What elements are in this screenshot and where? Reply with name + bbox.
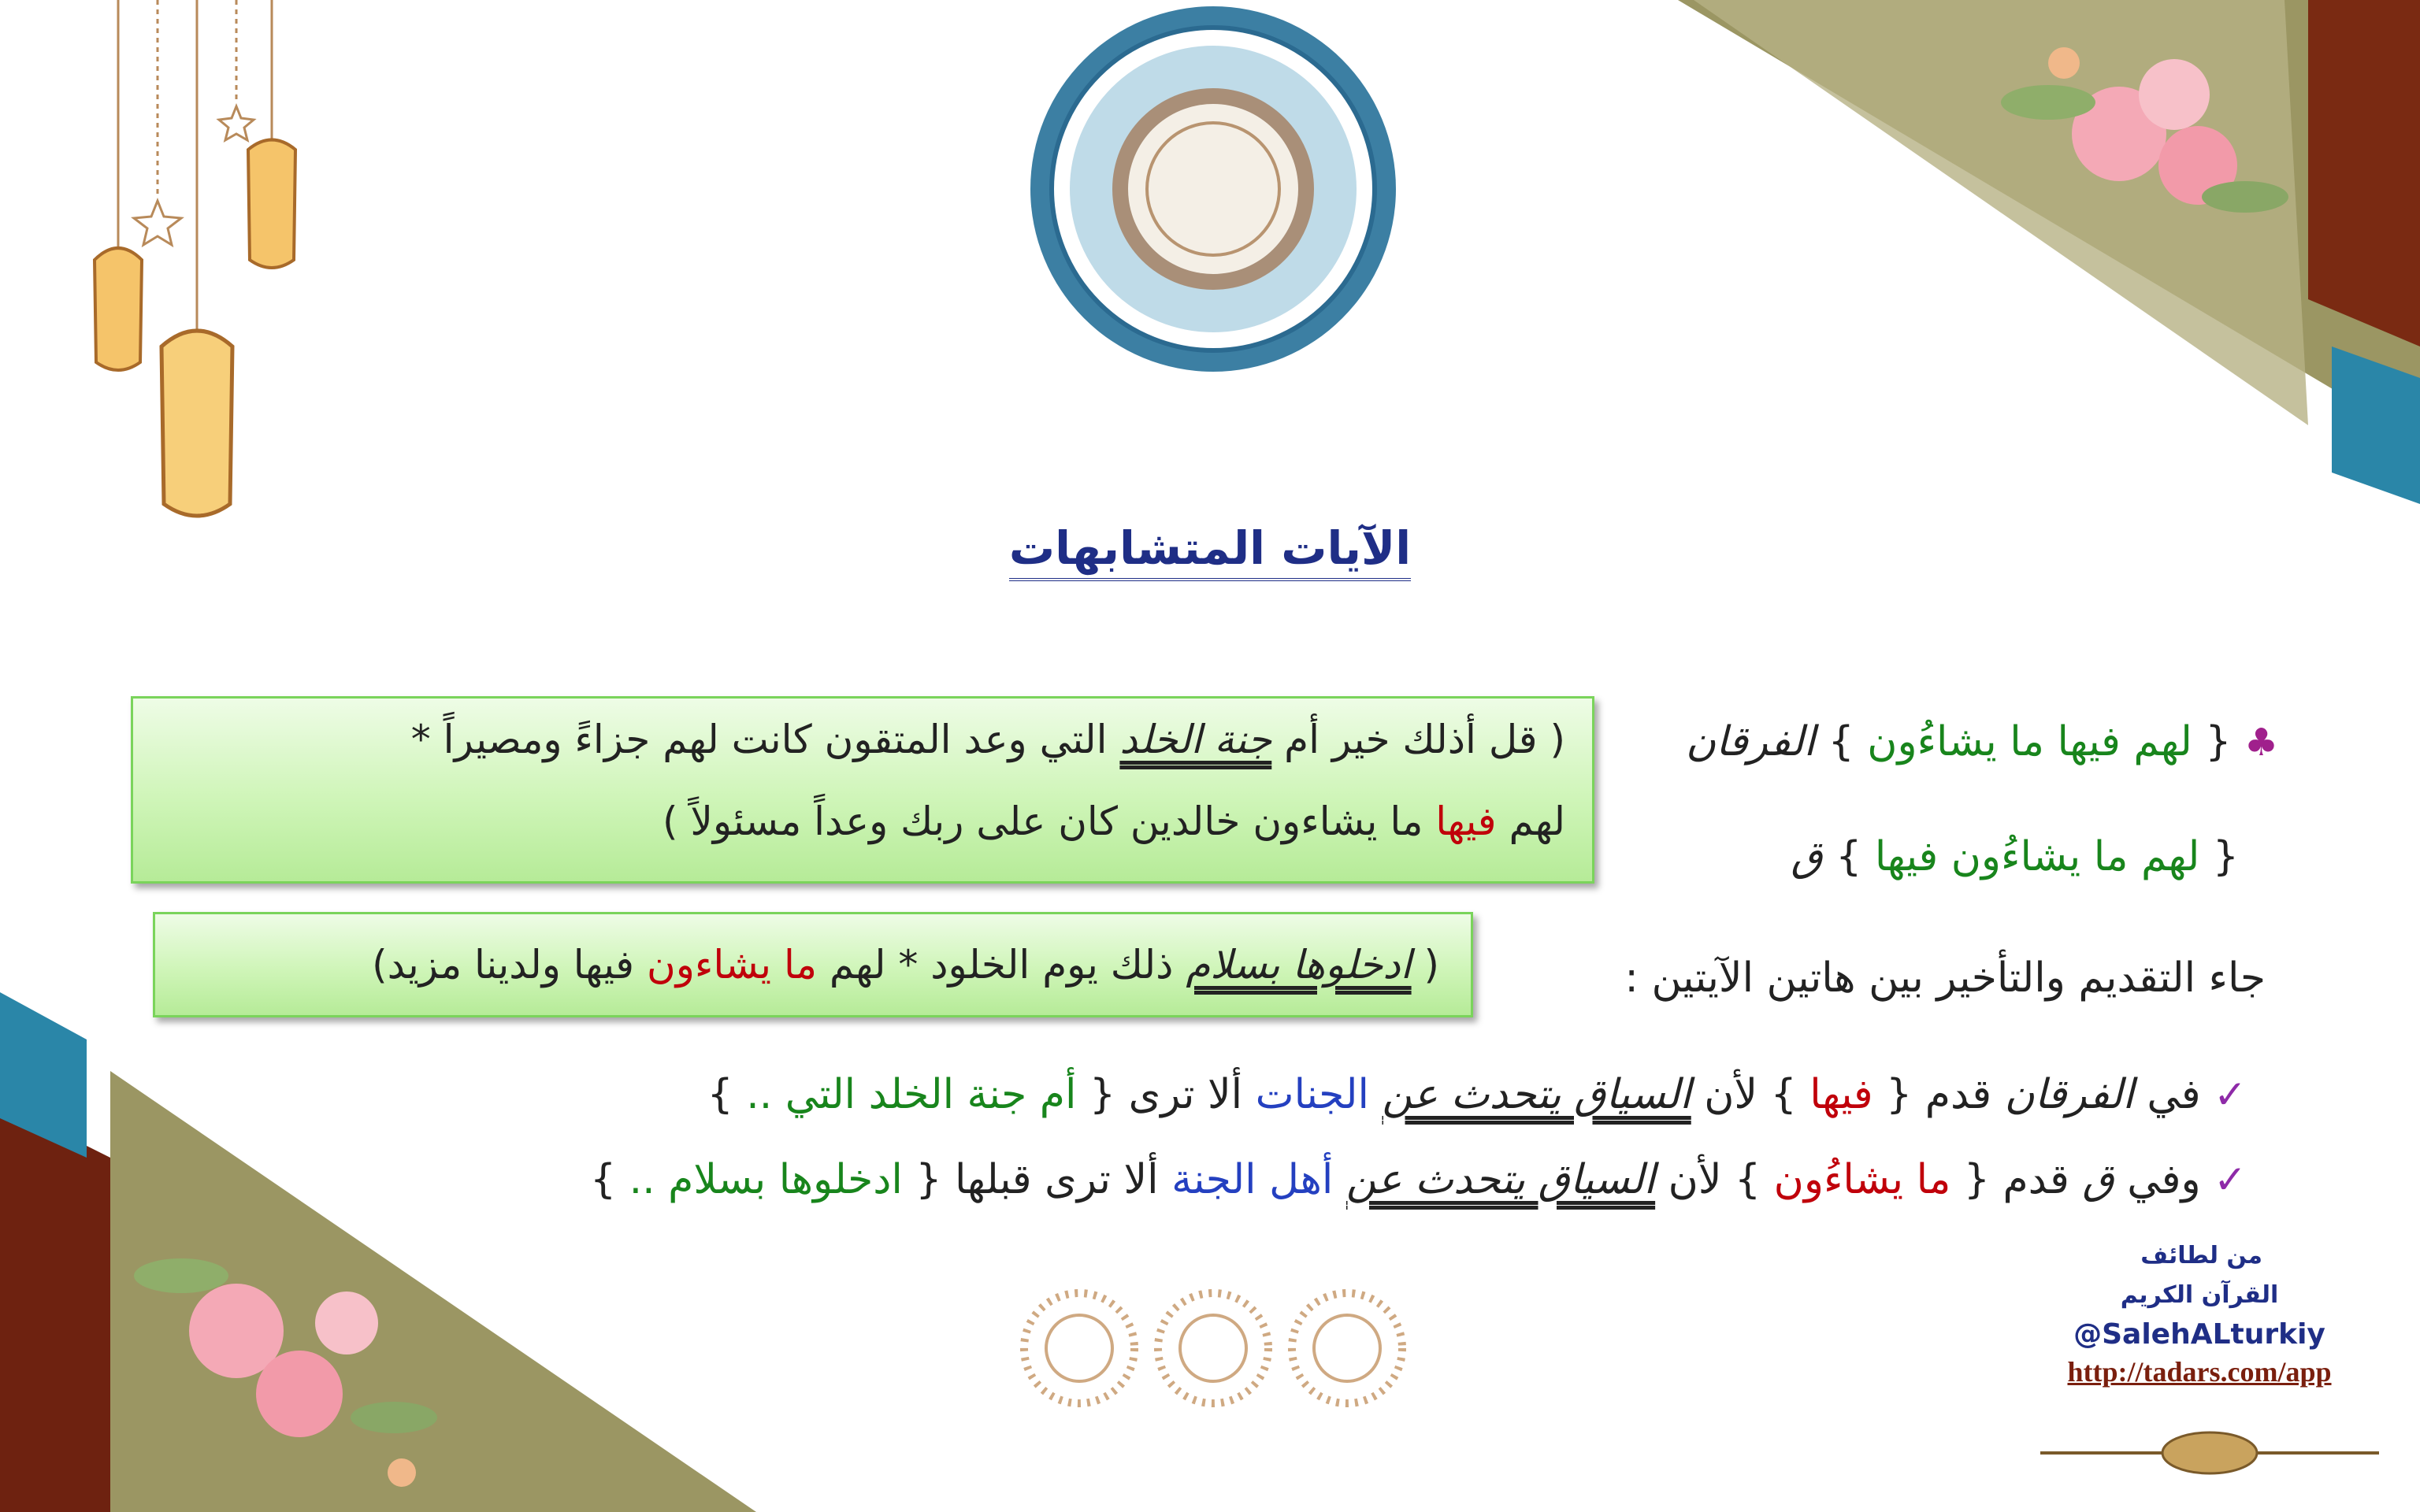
website-link[interactable]: http://tadars.com/app [2067, 1356, 2332, 1388]
check-icon: ✓ [2214, 1072, 2247, 1117]
verse-box-furqan [131, 696, 1594, 884]
corner-olive-bottom-left [110, 1071, 756, 1512]
check-icon: ✓ [2214, 1157, 2247, 1203]
footer-line-1: من لطائف [2140, 1242, 2262, 1269]
lantern-icon [95, 140, 295, 517]
star-icon [134, 106, 254, 245]
corner-brown-top-right [2308, 0, 2420, 346]
explanation-point-2: ✓ وفي ق قدم { ما يشاءُون } لأن السياق يتحدث عن أهل الجنة ألا ترى قبلها { ادخلوها بسلام .. } [589, 1156, 2247, 1203]
quran-medallion-logo [1030, 6, 1396, 372]
intro-text: جاء التقديم والتأخير بين هاتين الآيتين : [1624, 954, 2266, 1002]
ornament-icon [1292, 1293, 1402, 1403]
ornament-icon [1158, 1293, 1268, 1403]
corner-olive-top-right-light [1694, 0, 2308, 425]
reference-qaf: { لهم ما يشاءُون فيها } ق [1791, 833, 2239, 880]
explanation-point-1: ✓ في الفرقان قدم { فيها } لأن السياق يتحدث عن الجنات ألا ترى { أم جنة الخلد التي .. } [707, 1071, 2247, 1118]
corner-brown-bottom-left [0, 1102, 110, 1512]
page-title: الآيات المتشابهات [974, 521, 1446, 592]
ornament-icon [1024, 1293, 1134, 1403]
verse-box-qaf: ( ادخلوها بسلام ذلك يوم الخلود * لهم ما يشاءون فيها ولدينا مزيد) [153, 912, 1473, 1017]
club-suit-icon: ♣ [2244, 721, 2278, 765]
verse-line-1: ( قل أذلك خير أم جنة الخلد التي وعد المتقون كانت لهم جزاءً ومصيراً * [410, 717, 1565, 762]
footer-line-2: القرآن الكريم [2120, 1281, 2279, 1309]
footer-credits [2034, 1236, 2365, 1388]
reference-furqan: ♣ { لهم فيها ما يشاءُون } الفرقان [1685, 718, 2278, 765]
verse-line-2: لهم فيها ما يشاءون خالدين كان على ربك وعداً مسئولاً ) [663, 799, 1565, 844]
footer-divider-ornament [2040, 1432, 2379, 1473]
ornament-row [1024, 1293, 1402, 1403]
social-handle: @SalehALturkiy [2073, 1318, 2325, 1351]
